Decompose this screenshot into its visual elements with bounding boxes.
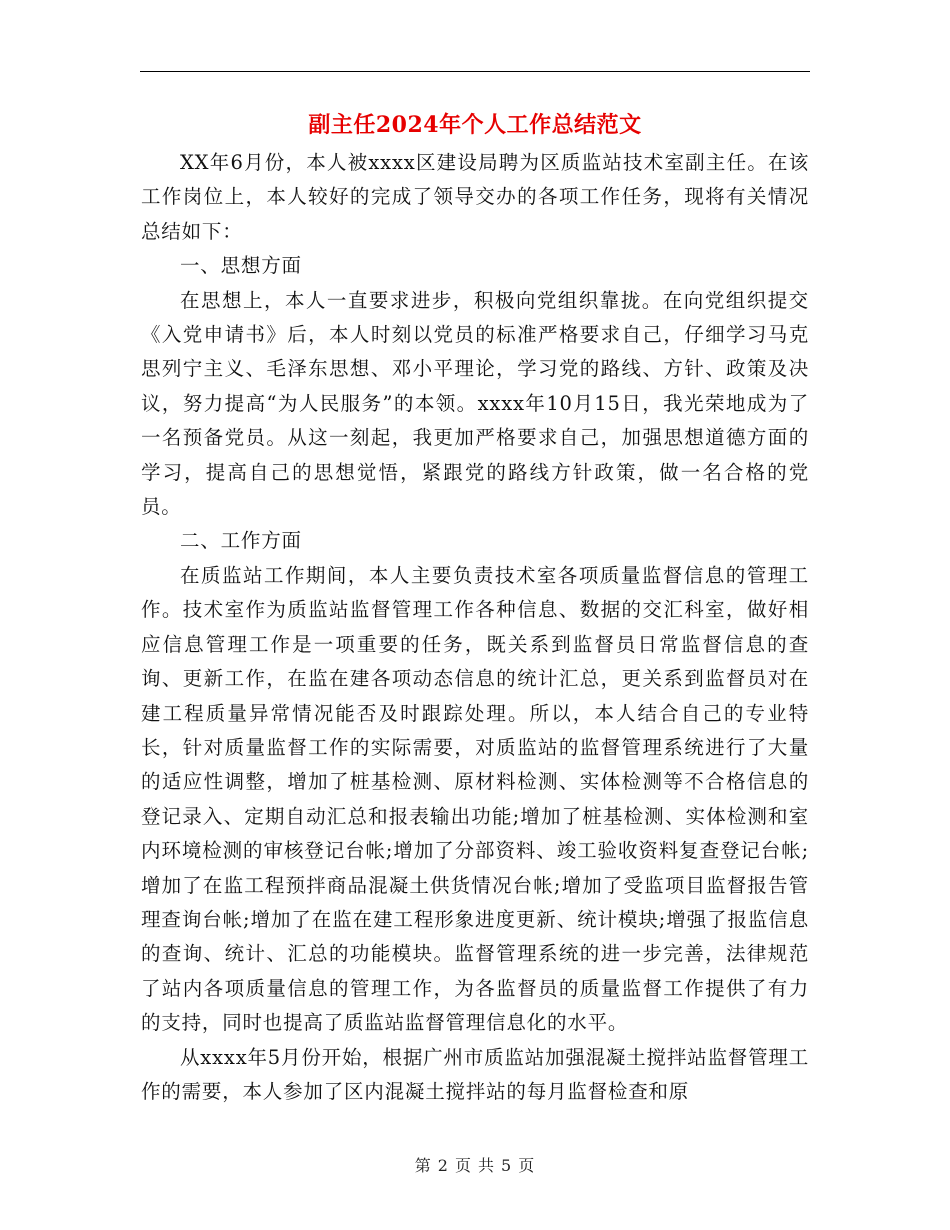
footer-prefix: 第: [414, 1156, 432, 1175]
concrete-paragraph: 从xxxx年5月份开始，根据广州市质监站加强混凝土搅拌站监督管理工作的需要，本人参加了区内混凝土搅拌站的每月监督检查和原: [141, 1045, 809, 1103]
footer-total-word: 共: [478, 1156, 496, 1175]
footer-current-page: 2: [437, 1156, 449, 1175]
section-heading-work: 二、工作方面: [180, 529, 302, 553]
document-title: 副主任2024年个人工作总结范文: [308, 112, 642, 138]
footer-total-pages: 5: [501, 1156, 513, 1175]
header-rule: [140, 71, 810, 72]
thought-paragraph: 在思想上，本人一直要求进步，积极向党组织靠拢。在向党组织提交《入党申请书》后，本人时刻以党员的标准严格要求自己，仔细学习马克思列宁主义、毛泽东思想、邓小平理论，学习党的路线、方针、政策及决议，努力提高“为人民服务”的本领。xxxx年10月15日，我光荣地成为了一名预备党员。从这一刻起，我更加严格要求自己，加强思想道德方面的学习，提高自己的思想觉悟，紧跟党的路线方针政策，做一名合格的党员。: [141, 288, 809, 519]
document-body: [141, 146, 809, 1109]
footer-page-word: 页: [454, 1156, 472, 1175]
intro-paragraph: XX年6月份，本人被xxxx区建设局聘为区质监站技术室副主任。在该工作岗位上，本人较好的完成了领导交办的各项工作任务，现将有关情况总结如下：: [141, 151, 809, 243]
section-heading-thought: 一、思想方面: [180, 254, 302, 278]
work-paragraph: 在质监站工作期间，本人主要负责技术室各项质量监督信息的管理工作。技术室作为质监站监督管理工作各种信息、数据的交汇科室，做好相应信息管理工作是一项重要的任务，既关系到监督员日常监督信息的查询、更新工作，在监在建各项动态信息的统计汇总，更关系到监督员对在建工程质量异常情况能否及时跟踪处理。所以，本人结合自己的专业特长，针对质量监督工作的实际需要，对质监站的监督管理系统进行了大量的适应性调整，增加了桩基检测、原材料检测、实体检测等不合格信息的登记录入、定期自动汇总和报表输出功能;增加了桩基检测、实体检测和室内环境检测的审核登记台帐;增加了分部资料、竣工验收资料复查登记台帐;增加了在监工程预拌商品混凝土供货情况台帐;增加了受监项目监督报告管理查询台帐;增加了在监在建工程形象进度更新、统计模块;增强了报监信息的查询、统计、汇总的功能模块。监督管理系统的进一步完善，法律规范了站内各项质量信息的管理工作，为各监督员的质量监督工作提供了有力的支持，同时也提高了质监站监督管理信息化的水平。: [141, 563, 809, 1035]
footer-suffix: 页: [518, 1156, 536, 1175]
page-footer: [140, 1153, 810, 1176]
